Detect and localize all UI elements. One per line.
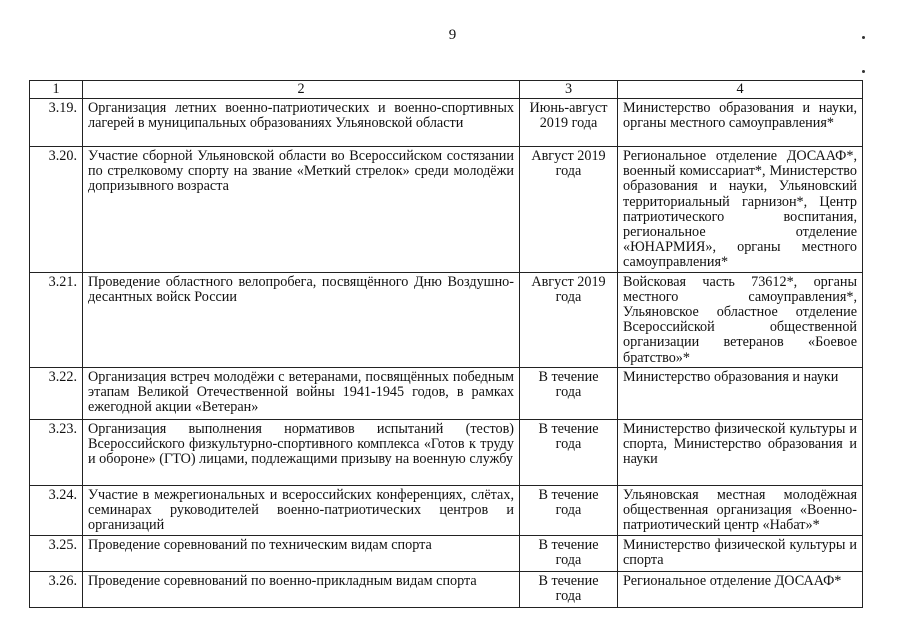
item-number: 3.25. (30, 535, 83, 571)
column-header: 4 (618, 81, 863, 99)
item-number: 3.26. (30, 571, 83, 607)
event-description: Организация выполнения нормативов испытаний (тестов) Всероссийского физкультурно-спортивного комплекса «Готов к труду и обороне» (ГТО) лицами, подлежащими призыву на военную службу (83, 419, 520, 485)
table-row (30, 99, 863, 147)
responsible-parties: Министерство образования и науки (618, 367, 863, 419)
table-row (30, 485, 863, 535)
scan-speck (862, 36, 865, 39)
table-header-row (30, 81, 863, 99)
responsible-parties: Министерство физической культуры и спорта (618, 535, 863, 571)
column-header: 1 (30, 81, 83, 99)
responsible-parties: Министерство образования и науки, органы местного самоуправления* (618, 99, 863, 147)
event-period: В течение года (520, 535, 618, 571)
page-number: 9 (448, 27, 457, 43)
column-header: 3 (520, 81, 618, 99)
table-row (30, 272, 863, 367)
item-number: 3.22. (30, 367, 83, 419)
responsible-parties: Войсковая часть 73612*, органы местного самоуправления*, Ульяновское областное отделение Всероссийской общественной организации ветеранов «Боевое братство»* (618, 272, 863, 367)
event-description: Проведение соревнований по военно-прикладным видам спорта (83, 571, 520, 607)
item-number: 3.21. (30, 272, 83, 367)
event-period: В течение года (520, 485, 618, 535)
event-period: Июнь-август 2019 года (520, 99, 618, 147)
item-number: 3.19. (30, 99, 83, 147)
event-period: Август 2019 года (520, 147, 618, 273)
events-table (29, 80, 863, 608)
table-row (30, 419, 863, 485)
item-number: 3.24. (30, 485, 83, 535)
item-number: 3.23. (30, 419, 83, 485)
responsible-parties: Региональное отделение ДОСААФ* (618, 571, 863, 607)
event-description: Проведение областного велопробега, посвящённого Дню Воздушно-десантных войск России (83, 272, 520, 367)
event-description: Организация встреч молодёжи с ветеранами, посвящённых победным этапам Великой Отечественной войны 1941-1945 годов, в рамках ежегодной акции «Ветеран» (83, 367, 520, 419)
table-row (30, 571, 863, 607)
item-number: 3.20. (30, 147, 83, 273)
table-row (30, 367, 863, 419)
event-description: Организация летних военно-патриотических и военно-спортивных лагерей в муниципальных образованиях Ульяновской области (83, 99, 520, 147)
table-row (30, 147, 863, 273)
table-row (30, 535, 863, 571)
scan-speck (862, 70, 865, 73)
event-description: Участие сборной Ульяновской области во Всероссийском состязании по стрелковому спорту на звание «Меткий стрелок» среди молодёжи допризывного возраста (83, 147, 520, 273)
column-header: 2 (83, 81, 520, 99)
event-period: В течение года (520, 367, 618, 419)
responsible-parties: Региональное отделение ДОСААФ*, военный комиссариат*, Министерство образования и науки, Ульяновский территориальный гарнизон*, Центр патриотического воспитания, региональное отделение «ЮНАРМИЯ», органы местного самоуправления* (618, 147, 863, 273)
event-period: В течение года (520, 571, 618, 607)
event-period: Август 2019 года (520, 272, 618, 367)
event-description: Проведение соревнований по техническим видам спорта (83, 535, 520, 571)
responsible-parties: Ульяновская местная молодёжная общественная организация «Военно-патриотический центр «Набат»* (618, 485, 863, 535)
event-period: В течение года (520, 419, 618, 485)
event-description: Участие в межрегиональных и всероссийских конференциях, слётах, семинарах руководителей военно-патриотических центров и организаций (83, 485, 520, 535)
responsible-parties: Министерство физической культуры и спорта, Министерство образования и науки (618, 419, 863, 485)
